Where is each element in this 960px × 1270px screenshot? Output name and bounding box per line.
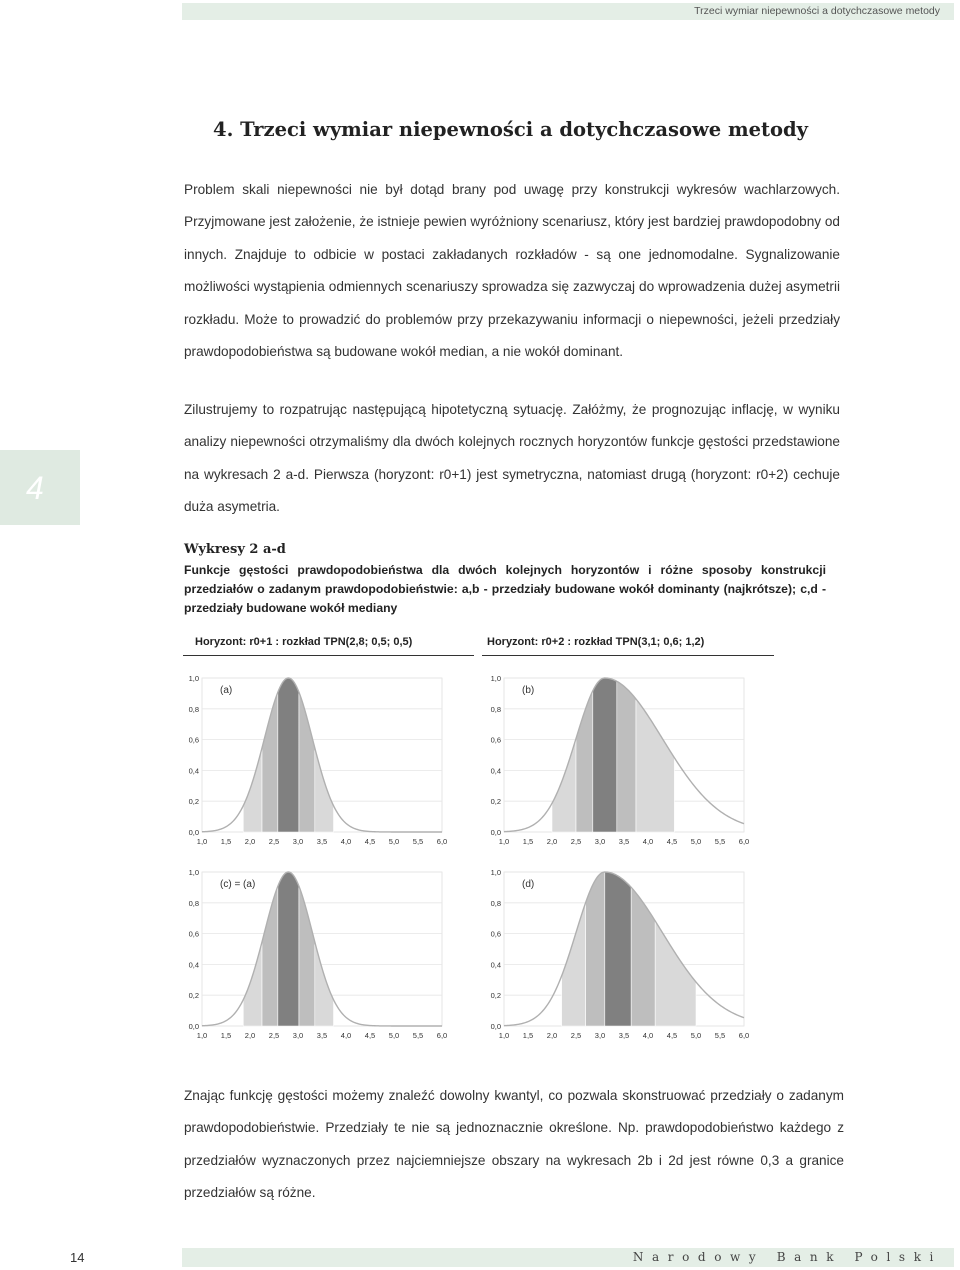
y-tick-label: 0,8 xyxy=(188,704,199,714)
y-tick-label: 0,0 xyxy=(490,1022,501,1031)
y-tick-label: 1,0 xyxy=(188,674,199,683)
x-tick-label: 2,5 xyxy=(570,837,582,846)
body-paragraph-1: Problem skali niepewności nie był dotąd brany pod uwagę przy konstrukcji wykresów wachlarzowych. Przyjmowane jest założenie, że istnieje pewien wyróżniony scenariusz, który jest bardziej prawdopodobny od innych. Znajduje to odbicie w postaci zakładanych rozkładów - są one jednomodalne. Sygnalizowanie możliwości wystąpienia odmiennych scenariuszy sprowadza się zazwyczaj do wprowadzenia dużej asymetrii rozkładu. Może to prowadzić do problemów przy przekazywaniu informacji o niepewności, jeżeli przedziały prawdopodobieństwa są budowane wokół median, a nie wokół dominant. xyxy=(184,182,840,360)
y-tick-label: 1,0 xyxy=(490,674,501,683)
x-tick-label: 5,0 xyxy=(388,1031,400,1040)
left-panel-header: Horyzont: r0+1 : rozkład TPN(2,8; 0,5; 0,5) xyxy=(183,636,474,656)
x-tick-label: 1,5 xyxy=(220,837,232,846)
x-tick-label: 4,0 xyxy=(642,1031,654,1040)
y-tick-label: 0,4 xyxy=(188,766,199,776)
body-paragraph-3: Znając funkcję gęstości możemy znaleźć dowolny kwantyl, co pozwala skonstruować przedziały o zadanym prawdopodobieństwie. Przedziały te nie są jednoznacznie określone. Np. prawdopodobieństwo każdego z przedziałów wyznaczonych przez najciemniejsze obszary na wykresach 2b i 2d jest równe 0,3 a granice przedziałów są różne. xyxy=(184,1088,844,1201)
chart-a xyxy=(182,672,450,852)
y-tick-label: 0,6 xyxy=(188,929,199,939)
y-tick-label: 0,8 xyxy=(188,898,199,908)
x-tick-label: 2,0 xyxy=(244,837,256,846)
chart-c xyxy=(182,866,450,1046)
x-tick-label: 4,5 xyxy=(364,1031,376,1040)
y-tick-label: 0,6 xyxy=(188,735,199,745)
right-panel-header: Horyzont: r0+2 : rozkład TPN(3,1; 0,6; 1,2) xyxy=(482,636,774,656)
x-tick-label: 3,5 xyxy=(618,837,630,846)
x-tick-label: 2,0 xyxy=(546,837,558,846)
figure-caption: Funkcje gęstości prawdopodobieństwa dla dwóch kolejnych horyzontów i różne sposoby konstrukcji przedziałów o zadanym prawdopodobieństwie: a,b - przedziały budowane wokół dominanty (najkrótsze); c,d - przedziały budowane wokół mediany xyxy=(184,563,826,615)
section-title: 4. Trzeci wymiar niepewności a dotychczasowe metody xyxy=(213,118,808,141)
x-tick-label: 4,5 xyxy=(666,1031,678,1040)
y-tick-label: 0,8 xyxy=(490,704,501,714)
y-tick-label: 0,0 xyxy=(188,828,199,837)
x-tick-label: 5,0 xyxy=(690,837,702,846)
panel-label: (d) xyxy=(522,879,535,890)
y-tick-label: 0,0 xyxy=(188,1022,199,1031)
x-tick-label: 6,0 xyxy=(436,1031,448,1040)
y-tick-label: 0,2 xyxy=(188,797,199,807)
x-tick-label: 5,0 xyxy=(690,1031,702,1040)
x-tick-label: 5,5 xyxy=(714,837,726,846)
y-tick-label: 0,2 xyxy=(188,991,199,1001)
x-tick-label: 1,5 xyxy=(522,1031,534,1040)
chapter-tab xyxy=(0,450,80,525)
x-tick-label: 2,0 xyxy=(546,1031,558,1040)
x-tick-label: 1,0 xyxy=(498,1031,510,1040)
x-tick-label: 3,5 xyxy=(316,1031,328,1040)
x-tick-label: 1,5 xyxy=(522,837,534,846)
x-tick-label: 3,0 xyxy=(594,837,606,846)
x-tick-label: 5,5 xyxy=(412,1031,424,1040)
density-band xyxy=(617,681,636,832)
panel-label: (c) = (a) xyxy=(220,879,256,890)
x-tick-label: 3,0 xyxy=(292,837,304,846)
x-tick-label: 5,5 xyxy=(714,1031,726,1040)
running-header-title: Trzeci wymiar niepewności a dotychczasowe metody xyxy=(694,5,940,17)
x-tick-label: 3,5 xyxy=(316,837,328,846)
x-tick-label: 1,0 xyxy=(196,1031,208,1040)
page-number: 14 xyxy=(70,1250,85,1265)
density-band xyxy=(278,678,299,832)
panel-label: (a) xyxy=(220,685,233,696)
y-tick-label: 0,4 xyxy=(490,960,501,970)
x-tick-label: 6,0 xyxy=(738,1031,750,1040)
y-tick-label: 0,0 xyxy=(490,828,501,837)
x-tick-label: 4,5 xyxy=(364,837,376,846)
x-tick-label: 4,0 xyxy=(340,837,352,846)
x-tick-label: 3,5 xyxy=(618,1031,630,1040)
x-tick-label: 4,0 xyxy=(642,837,654,846)
body-paragraph-2: Zilustrujemy to rozpatrując następującą hipotetyczną sytuację. Załóżmy, że prognozując inflację, w wyniku analizy niepewności otrzymaliśmy dla dwóch kolejnych rocznych horyzontów funkcje gęstości przedstawione na wykresach 2 a-d. Pierwsza (horyzont: r0+1) jest symetryczna, natomiast drugą (horyzont: r0+2) cechuje duża asymetria. xyxy=(184,402,840,515)
density-band xyxy=(605,872,631,1026)
y-tick-label: 0,6 xyxy=(490,735,501,745)
panel-label: (b) xyxy=(522,685,535,696)
x-tick-label: 1,0 xyxy=(498,837,510,846)
chart-b xyxy=(484,672,752,852)
chapter-number: 4 xyxy=(26,470,44,506)
density-band xyxy=(593,678,617,832)
x-tick-label: 4,5 xyxy=(666,837,678,846)
x-tick-label: 2,5 xyxy=(570,1031,582,1040)
y-tick-label: 0,8 xyxy=(490,898,501,908)
y-tick-label: 0,2 xyxy=(490,991,501,1001)
figure-title: Wykresy 2 a-d xyxy=(184,542,286,557)
y-tick-label: 1,0 xyxy=(490,868,501,877)
y-tick-label: 0,4 xyxy=(490,766,501,776)
y-tick-label: 1,0 xyxy=(188,868,199,877)
x-tick-label: 4,0 xyxy=(340,1031,352,1040)
chart-d xyxy=(484,866,752,1046)
y-tick-label: 0,4 xyxy=(188,960,199,970)
x-tick-label: 6,0 xyxy=(738,837,750,846)
x-tick-label: 1,0 xyxy=(196,837,208,846)
x-tick-label: 5,0 xyxy=(388,837,400,846)
y-tick-label: 0,2 xyxy=(490,797,501,807)
x-tick-label: 2,5 xyxy=(268,837,280,846)
y-tick-label: 0,6 xyxy=(490,929,501,939)
x-tick-label: 3,0 xyxy=(594,1031,606,1040)
footer-bar xyxy=(182,1248,954,1267)
x-tick-label: 6,0 xyxy=(436,837,448,846)
publisher-name: Narodowy Bank Polski xyxy=(632,1250,942,1264)
x-tick-label: 2,5 xyxy=(268,1031,280,1040)
density-band xyxy=(278,872,299,1026)
running-header xyxy=(182,3,954,20)
x-tick-label: 2,0 xyxy=(244,1031,256,1040)
x-tick-label: 5,5 xyxy=(412,837,424,846)
x-tick-label: 1,5 xyxy=(220,1031,232,1040)
x-tick-label: 3,0 xyxy=(292,1031,304,1040)
